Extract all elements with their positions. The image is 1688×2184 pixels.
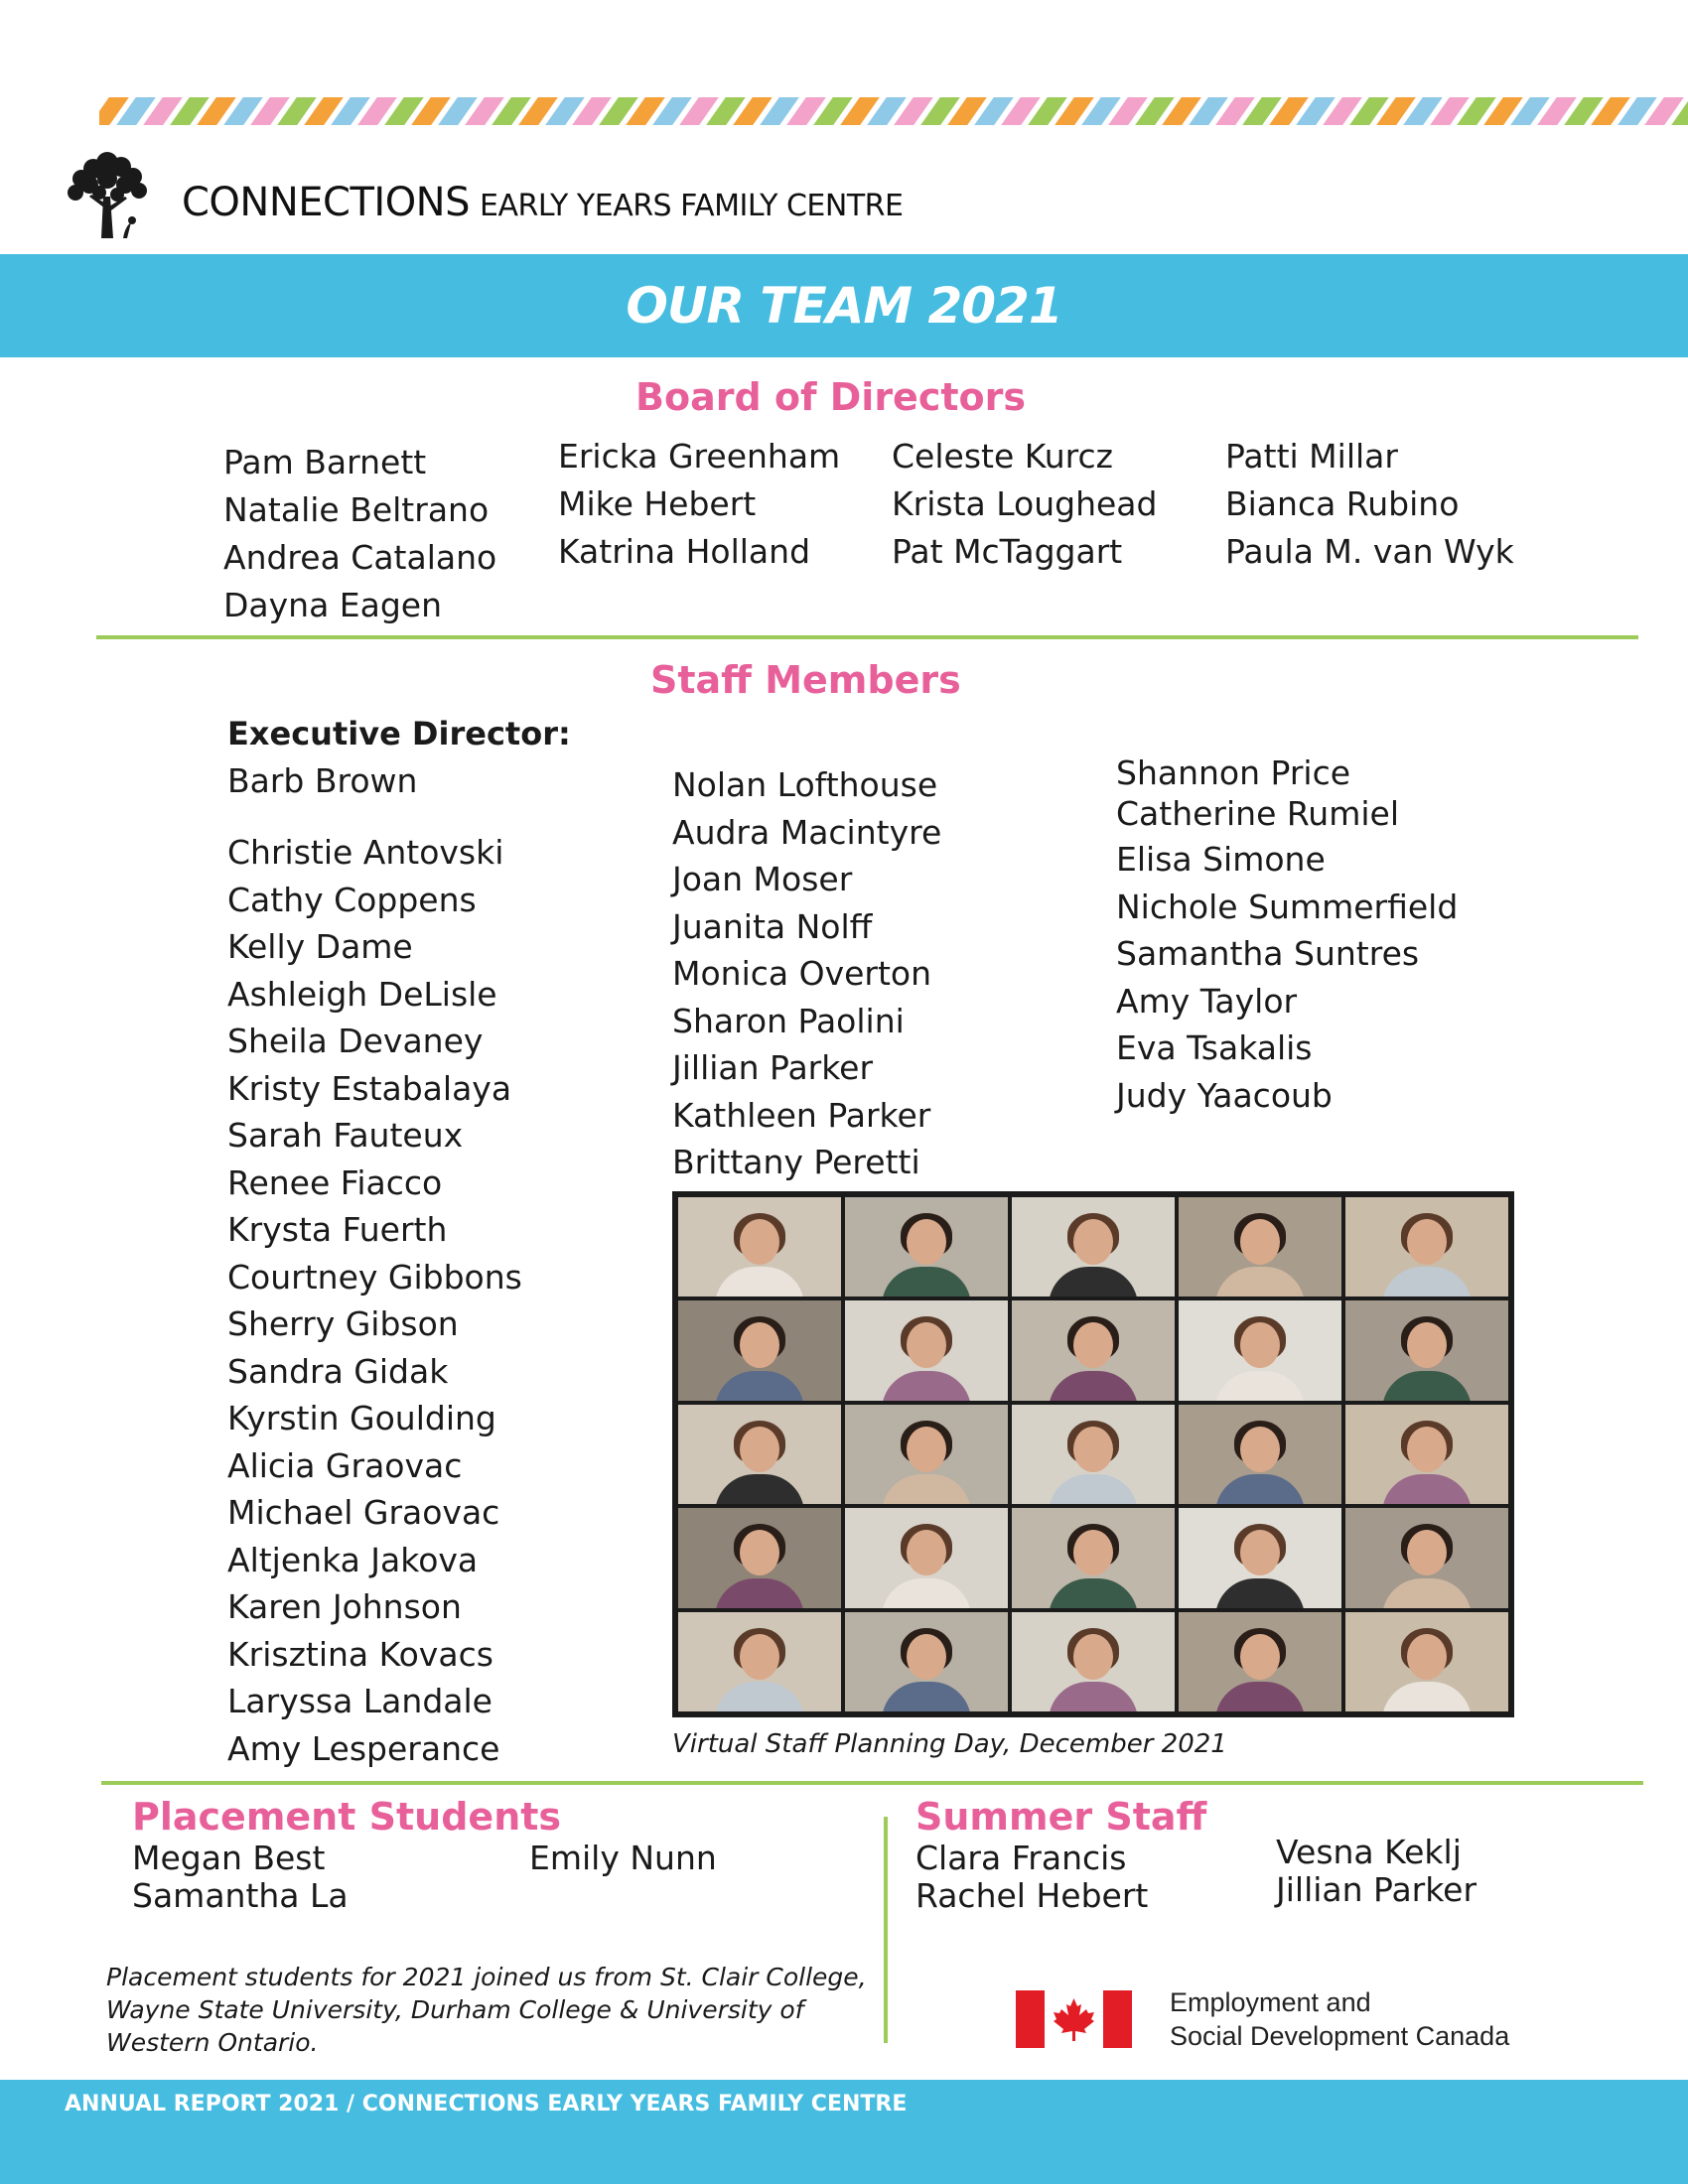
- board-column-2: [558, 433, 840, 576]
- staff-heading: Staff Members: [650, 658, 961, 702]
- staff-member: Kyrstin Goulding: [227, 1399, 496, 1437]
- esdc-line-1: Employment and: [1170, 1987, 1371, 2017]
- participant-face: [1407, 1322, 1447, 1368]
- participant-tile: [1345, 1612, 1508, 1711]
- participant-tile: [678, 1612, 841, 1711]
- staff-member: Joan Moser: [672, 860, 853, 898]
- participant-face: [1240, 1530, 1280, 1575]
- board-member: Dayna Eagen: [223, 586, 443, 624]
- logo-sub-text: EARLY YEARS FAMILY CENTRE: [480, 189, 904, 223]
- staff-member: Catherine Rumiel: [1116, 794, 1400, 833]
- participant-tile: [1179, 1508, 1341, 1607]
- participant-tile: [678, 1300, 841, 1400]
- staff-member: Elisa Simone: [1116, 840, 1326, 879]
- staff-member: Shannon Price: [1116, 753, 1351, 792]
- organization-logo: [60, 149, 903, 243]
- participant-tile: [845, 1197, 1008, 1297]
- participant-tile: [678, 1508, 841, 1607]
- summer-staff-member: Clara Francis: [915, 1839, 1127, 1877]
- participant-face: [907, 1219, 946, 1265]
- board-column-1: [223, 439, 496, 629]
- participant-tile: [845, 1508, 1008, 1607]
- staff-member: Courtney Gibbons: [227, 1257, 522, 1297]
- summer-column-2: [1276, 1834, 1477, 1909]
- maple-leaf-icon: [1052, 1996, 1096, 2042]
- participant-body: [1382, 1371, 1472, 1401]
- participant-face: [907, 1634, 946, 1680]
- staff-member: Sharon Paolini: [672, 1001, 905, 1040]
- board-member: Mike Hebert: [558, 484, 757, 523]
- page-footer: [0, 2080, 1688, 2184]
- participant-face: [1073, 1427, 1113, 1472]
- summer-column-1: [915, 1840, 1148, 1915]
- participant-body: [1382, 1682, 1472, 1711]
- participant-tile: [1345, 1300, 1508, 1400]
- staff-member: Kelly Dame: [227, 927, 413, 966]
- board-column-4: [1225, 433, 1514, 576]
- placement-student: Samantha La: [132, 1876, 349, 1915]
- staff-member: Alicia Graovac: [227, 1445, 463, 1485]
- participant-body: [1215, 1267, 1305, 1297]
- participant-face: [740, 1219, 779, 1265]
- logo-main-text: CONNECTIONS: [182, 180, 470, 225]
- participant-face: [1240, 1322, 1280, 1368]
- board-member: Patti Millar: [1225, 437, 1398, 476]
- executive-director-name: Barb Brown: [227, 761, 418, 800]
- participant-tile: [1345, 1508, 1508, 1607]
- participant-body: [715, 1474, 804, 1504]
- staff-member: Sherry Gibson: [227, 1304, 459, 1343]
- participant-body: [1382, 1474, 1472, 1504]
- section-divider: [96, 635, 1638, 639]
- participant-tile: [678, 1405, 841, 1504]
- column-divider: [884, 1817, 888, 2043]
- participant-body: [882, 1267, 971, 1297]
- summer-heading: Summer Staff: [915, 1795, 1207, 1839]
- participant-tile: [1012, 1508, 1175, 1607]
- participant-tile: [1012, 1300, 1175, 1400]
- participant-face: [740, 1427, 779, 1472]
- participant-tile: [1012, 1197, 1175, 1297]
- staff-member: Laryssa Landale: [227, 1682, 492, 1720]
- staff-member: Altjenka Jakova: [227, 1540, 479, 1579]
- staff-member: Judy Yaacoub: [1116, 1075, 1333, 1115]
- participant-face: [1407, 1530, 1447, 1575]
- participant-body: [882, 1371, 971, 1401]
- participant-tile: [678, 1197, 841, 1297]
- participant-body: [1049, 1578, 1138, 1608]
- participant-face: [1240, 1634, 1280, 1680]
- participant-face: [907, 1427, 946, 1472]
- board-member: Bianca Rubino: [1225, 484, 1460, 523]
- staff-member: Karen Johnson: [227, 1587, 462, 1626]
- participant-face: [1407, 1634, 1447, 1680]
- board-column-3: [892, 433, 1157, 576]
- board-member: Pat McTaggart: [892, 532, 1123, 571]
- staff-member: Amy Taylor: [1116, 981, 1298, 1021]
- staff-member: Sarah Fauteux: [227, 1116, 464, 1155]
- staff-member: Sheila Devaney: [227, 1022, 484, 1060]
- canada-flag-icon: [1016, 1990, 1132, 2048]
- participant-face: [1073, 1530, 1113, 1575]
- board-member: Andrea Catalano: [223, 538, 497, 577]
- board-member: Ericka Greenham: [558, 437, 841, 476]
- staff-member: Samantha Suntres: [1116, 934, 1420, 973]
- board-member: Krista Loughead: [892, 484, 1158, 523]
- participant-tile: [1179, 1612, 1341, 1711]
- staff-member: Christie Antovski: [227, 833, 504, 872]
- participant-body: [882, 1682, 971, 1711]
- title-banner: [0, 254, 1688, 357]
- participant-body: [715, 1682, 804, 1711]
- staff-member: Jillian Parker: [672, 1048, 874, 1087]
- participant-face: [740, 1530, 779, 1575]
- placement-heading: Placement Students: [132, 1795, 562, 1839]
- staff-member: Cathy Coppens: [227, 880, 477, 919]
- staff-member: Amy Lesperance: [227, 1728, 500, 1768]
- participant-face: [1073, 1634, 1113, 1680]
- staff-member: Brittany Peretti: [672, 1143, 920, 1181]
- participant-body: [1215, 1371, 1305, 1401]
- participant-face: [1407, 1427, 1447, 1472]
- placement-note: Placement students for 2021 joined us from St. Clair College, Wayne State University, Durham College & University of Western Ontario.: [106, 1963, 867, 2057]
- staff-column-2: [672, 761, 941, 1186]
- participant-face: [1073, 1322, 1113, 1368]
- participant-tile: [1012, 1612, 1175, 1711]
- participant-face: [1240, 1427, 1280, 1472]
- staff-member: Nolan Lofthouse: [672, 765, 938, 804]
- staff-member: Michael Graovac: [227, 1493, 500, 1532]
- participant-tile: [1345, 1197, 1508, 1297]
- staff-member: Monica Overton: [672, 954, 932, 993]
- staff-member: Nichole Summerfield: [1116, 887, 1459, 926]
- staff-column-1: [227, 829, 522, 1772]
- staff-member: Audra Macintyre: [672, 812, 942, 852]
- photo-caption: Virtual Staff Planning Day, December 2021: [672, 1729, 1227, 1759]
- summer-staff-member: Vesna Keklj: [1276, 1833, 1462, 1871]
- board-member: Pam Barnett: [223, 443, 427, 481]
- esdc-wordmark: [1170, 1985, 1509, 2053]
- decorative-stripe: [99, 97, 1688, 125]
- participant-tile: [845, 1405, 1008, 1504]
- participant-face: [1407, 1219, 1447, 1265]
- participant-body: [715, 1371, 804, 1401]
- footer-text: ANNUAL REPORT 2021 / CONNECTIONS EARLY YEARS FAMILY CENTRE: [65, 2092, 908, 2116]
- participant-body: [1382, 1578, 1472, 1608]
- participant-tile: [1345, 1405, 1508, 1504]
- participant-body: [1049, 1371, 1138, 1401]
- participant-body: [1215, 1682, 1305, 1711]
- section-divider: [101, 1781, 1643, 1785]
- staff-member: Renee Fiacco: [227, 1162, 443, 1202]
- participant-body: [1049, 1682, 1138, 1711]
- summer-staff-member: Rachel Hebert: [915, 1876, 1149, 1915]
- placement-student: Megan Best: [132, 1839, 326, 1877]
- participant-face: [907, 1322, 946, 1368]
- participant-body: [882, 1578, 971, 1608]
- esdc-logo: [1016, 1985, 1509, 2053]
- board-heading: Board of Directors: [635, 375, 1026, 419]
- staff-meeting-photo: [672, 1191, 1514, 1717]
- staff-column-3: [1116, 754, 1458, 1119]
- participant-tile: [1179, 1405, 1341, 1504]
- participant-tile: [845, 1300, 1008, 1400]
- board-member: Celeste Kurcz: [892, 437, 1113, 476]
- participant-body: [1049, 1267, 1138, 1297]
- logo-wordmark: [182, 180, 903, 225]
- staff-member: Kathleen Parker: [672, 1095, 931, 1135]
- placement-column-2: [529, 1840, 717, 1877]
- board-member: Paula M. van Wyk: [1225, 532, 1514, 571]
- staff-member: Krisztina Kovacs: [227, 1634, 493, 1674]
- participant-body: [1382, 1267, 1472, 1297]
- executive-director-label: Executive Director:: [227, 715, 571, 752]
- participant-face: [740, 1634, 779, 1680]
- participant-face: [1073, 1219, 1113, 1265]
- participant-tile: [1179, 1300, 1341, 1400]
- participant-body: [715, 1267, 804, 1297]
- placement-student: Emily Nunn: [529, 1839, 717, 1877]
- participant-face: [907, 1530, 946, 1575]
- tree-logo-icon: [60, 149, 154, 243]
- board-member: Katrina Holland: [558, 532, 811, 571]
- staff-member: Krysta Fuerth: [227, 1210, 448, 1249]
- participant-tile: [1179, 1197, 1341, 1297]
- participant-body: [1049, 1474, 1138, 1504]
- staff-member: Juanita Nolff: [672, 906, 873, 946]
- participant-face: [740, 1322, 779, 1368]
- placement-column-1: [132, 1840, 349, 1915]
- participant-tile: [1012, 1405, 1175, 1504]
- summer-staff-member: Jillian Parker: [1276, 1870, 1477, 1909]
- participant-face: [1240, 1219, 1280, 1265]
- staff-member: Kristy Estabalaya: [227, 1068, 512, 1108]
- board-member: Natalie Beltrano: [223, 490, 490, 529]
- page-title: OUR TEAM 2021: [626, 277, 1062, 335]
- staff-member: Ashleigh DeLisle: [227, 974, 497, 1014]
- participant-body: [1215, 1578, 1305, 1608]
- staff-member: Sandra Gidak: [227, 1351, 449, 1391]
- participant-body: [1215, 1474, 1305, 1504]
- staff-member: Eva Tsakalis: [1116, 1028, 1313, 1067]
- esdc-line-2: Social Development Canada: [1170, 2021, 1510, 2051]
- participant-tile: [845, 1612, 1008, 1711]
- participant-body: [715, 1578, 804, 1608]
- participant-body: [882, 1474, 971, 1504]
